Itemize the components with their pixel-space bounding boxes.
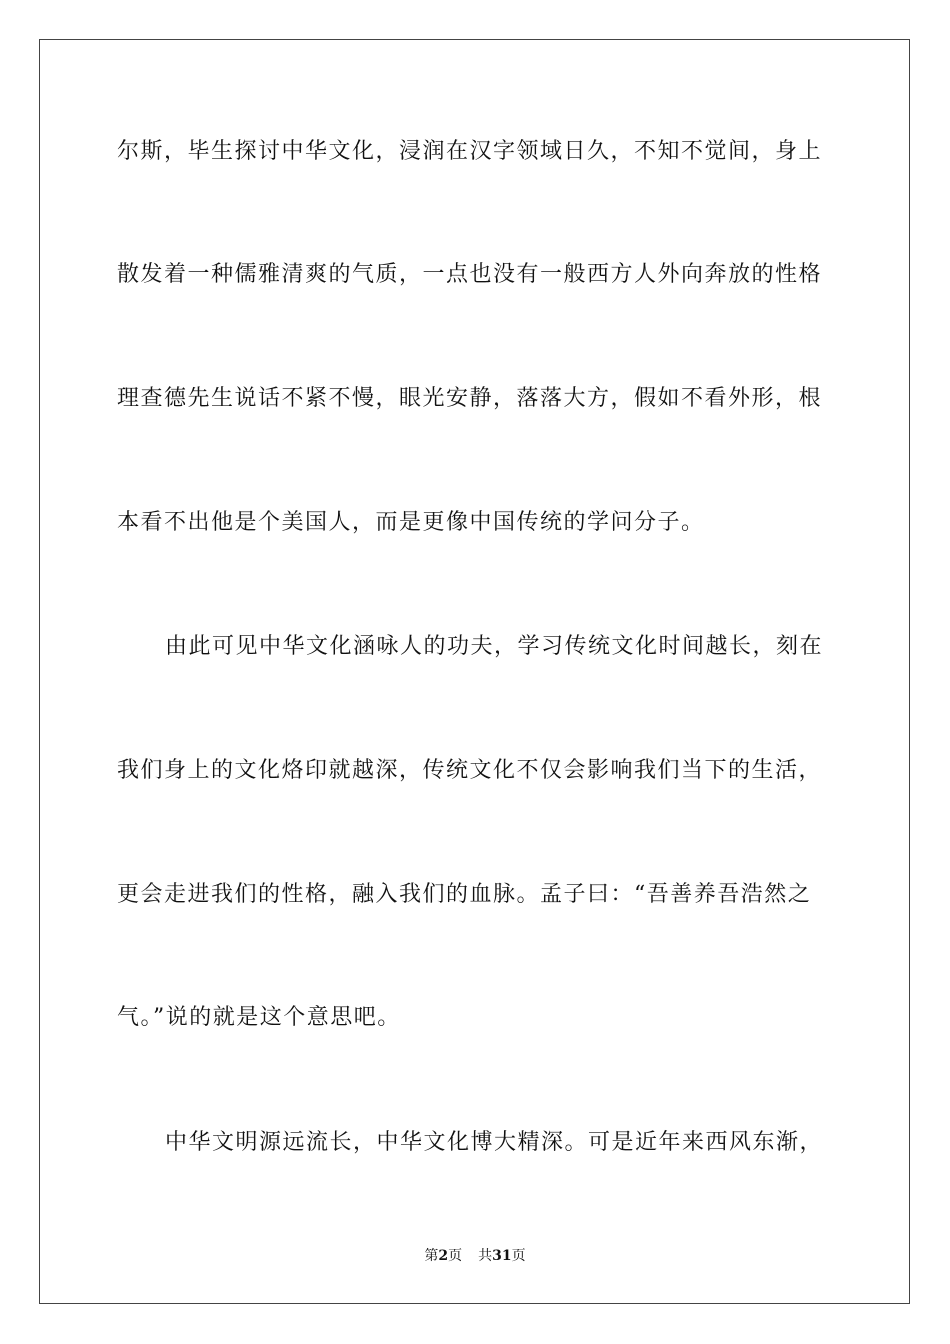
page-footer xyxy=(0,1246,950,1266)
text-line-6: 我们身上的文化烙印就越深，传统文化不仅会影响我们当下的生活， xyxy=(117,758,823,783)
text-line-8: 气。”说的就是这个意思吧。 xyxy=(117,1005,401,1030)
total-suffix: 页 xyxy=(511,1248,526,1264)
page-border xyxy=(39,39,910,1304)
total-pages: 31 xyxy=(492,1248,512,1264)
text-line-4: 本看不出他是个美国人，而是更像中国传统的学问分子。 xyxy=(117,510,705,535)
text-line-5: 由此可见中华文化涵咏人的功夫，学习传统文化时间越长，刻在 xyxy=(165,634,824,659)
text-line-9: 中华文明源远流长，中华文化博大精深。可是近年来西风东渐， xyxy=(165,1130,824,1155)
text-line-3: 理查德先生说话不紧不慢，眼光安静，落落大方，假如不看外形，根 xyxy=(117,386,823,411)
text-line-1: 尔斯，毕生探讨中华文化，浸润在汉字领域日久，不知不觉间，身上 xyxy=(117,139,823,164)
page-number: 2 xyxy=(438,1248,449,1264)
total-prefix: 共 xyxy=(478,1248,493,1264)
page-suffix: 页 xyxy=(448,1248,463,1264)
page-prefix: 第 xyxy=(424,1248,439,1264)
text-line-7: 更会走进我们的性格，融入我们的血脉。孟子曰：“吾善养吾浩然之 xyxy=(117,882,812,907)
text-line-2: 散发着一种儒雅清爽的气质，一点也没有一般西方人外向奔放的性格 xyxy=(117,262,823,287)
